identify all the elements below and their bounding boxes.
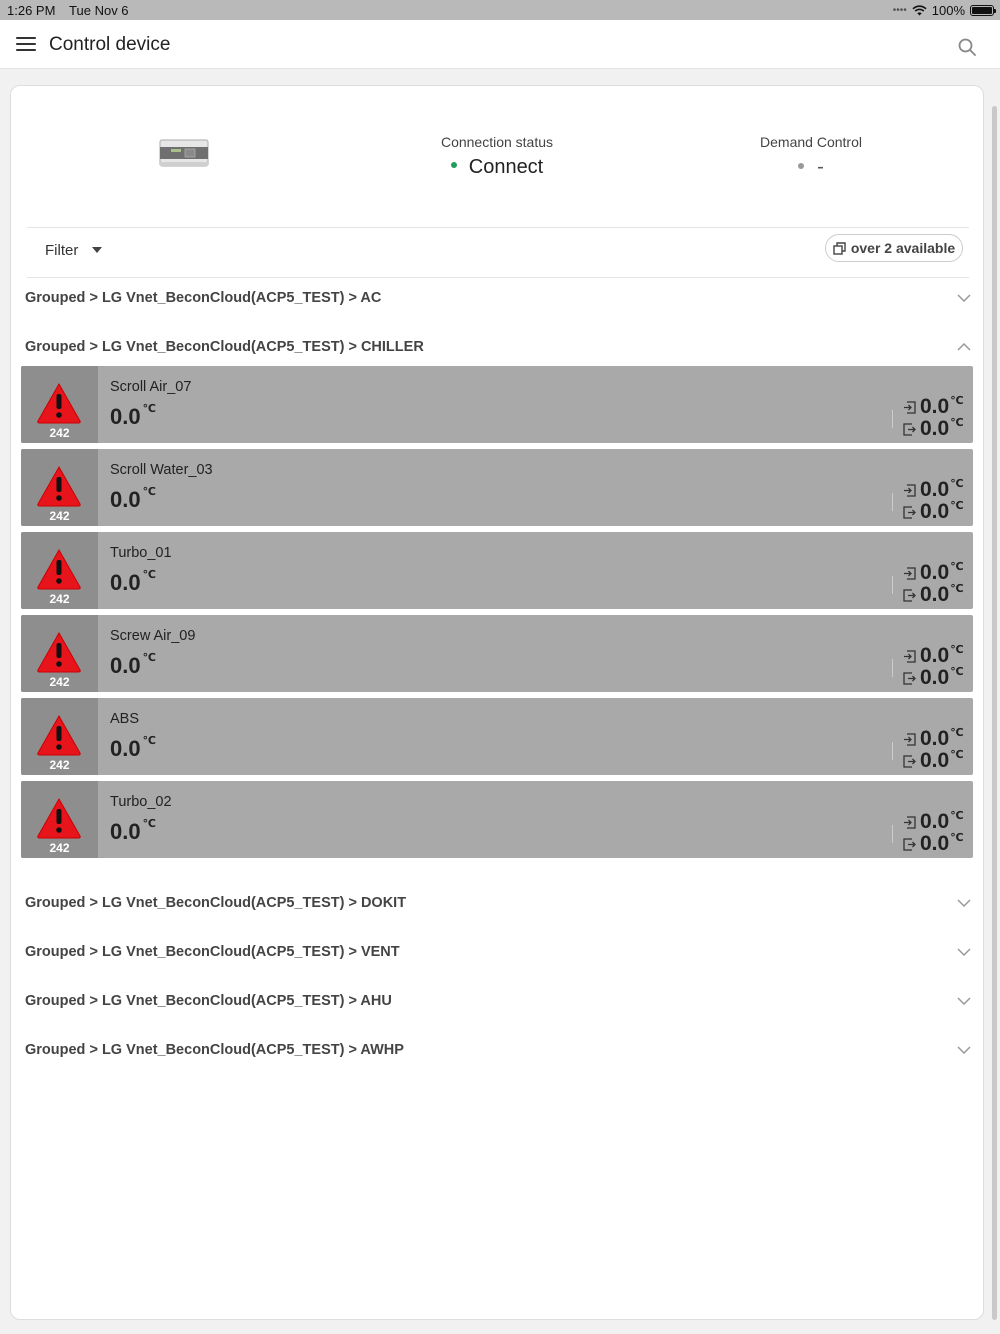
temperature-unit: ℃	[950, 643, 964, 656]
group-row-chiller[interactable]	[25, 332, 971, 362]
demand-status-dot	[798, 163, 804, 169]
device-temperature	[110, 736, 156, 762]
error-code: 242	[49, 592, 70, 606]
page-title: Control device	[49, 34, 171, 55]
device-row[interactable]	[21, 449, 973, 526]
chevron-down-icon	[957, 948, 971, 956]
outlet-temperature	[903, 584, 971, 606]
divider	[892, 742, 893, 760]
inlet-temperature-value: 0.0	[920, 644, 950, 667]
outlet-temperature	[903, 750, 971, 772]
error-code: 242	[49, 509, 70, 523]
outlet-temperature-value: 0.0	[920, 417, 950, 440]
connect-status-dot	[451, 162, 457, 168]
warning-triangle-icon	[36, 714, 82, 756]
group-label: Grouped > LG Vnet_BeconCloud(ACP5_TEST) > DOKIT	[25, 895, 407, 911]
inlet-temperature-value: 0.0	[920, 478, 950, 501]
inlet-temperature-icon	[903, 816, 916, 829]
outlet-temperature-icon	[903, 506, 916, 519]
device-temperature	[110, 653, 156, 679]
scrollbar[interactable]	[992, 106, 997, 1320]
group-label: Grouped > LG Vnet_BeconCloud(ACP5_TEST) > AC	[25, 290, 382, 306]
outlet-temperature-value: 0.0	[920, 583, 950, 606]
outlet-temperature	[903, 501, 971, 523]
temperature-unit: ℃	[142, 485, 156, 498]
device-status-icon-box	[21, 532, 98, 609]
filter-dropdown[interactable]	[45, 238, 102, 262]
available-label: over 2 available	[850, 240, 956, 256]
temperature-unit: ℃	[950, 499, 964, 512]
temperature-unit: ℃	[950, 665, 964, 678]
error-code: 242	[49, 841, 70, 855]
demand-control-label: Demand Control	[760, 134, 862, 150]
chevron-down-icon	[957, 997, 971, 1005]
inlet-temperature-icon	[903, 567, 916, 580]
group-label: Grouped > LG Vnet_BeconCloud(ACP5_TEST) > AWHP	[25, 1042, 404, 1058]
search-icon[interactable]	[958, 38, 976, 56]
inlet-temperature-icon	[903, 401, 916, 414]
device-status-icon-box	[21, 615, 98, 692]
device-row[interactable]	[21, 366, 973, 443]
error-code: 242	[49, 426, 70, 440]
device-temperature	[110, 819, 156, 845]
divider	[892, 576, 893, 594]
divider	[892, 410, 893, 428]
warning-triangle-icon	[36, 631, 82, 673]
outlet-temperature	[903, 418, 971, 440]
demand-control-value	[731, 156, 891, 179]
connection-status-text: Connect	[468, 156, 544, 178]
device-status-icon-box	[21, 449, 98, 526]
temperature-unit: ℃	[950, 748, 964, 761]
warning-triangle-icon	[36, 797, 82, 839]
available-button[interactable]	[825, 234, 963, 262]
outlet-temperature	[903, 833, 971, 855]
temperature-value: 0.0	[110, 653, 141, 678]
temperature-unit: ℃	[950, 582, 964, 595]
group-row-ac[interactable]	[25, 283, 971, 313]
warning-triangle-icon	[36, 382, 82, 424]
temperature-unit: ℃	[142, 734, 156, 747]
temperature-unit: ℃	[950, 831, 964, 844]
inlet-temperature-value: 0.0	[920, 810, 950, 833]
group-label: Grouped > LG Vnet_BeconCloud(ACP5_TEST) > AHU	[25, 993, 392, 1009]
status-time: 1:26 PM	[7, 3, 56, 18]
inlet-temperature-value: 0.0	[920, 395, 950, 418]
inlet-temperature-value: 0.0	[920, 561, 950, 584]
battery-percent: 100%	[931, 3, 965, 18]
inlet-temperature-value: 0.0	[920, 727, 950, 750]
temperature-value: 0.0	[110, 736, 141, 761]
device-status-icon-box	[21, 781, 98, 858]
group-row-ahu[interactable]	[25, 986, 971, 1016]
wifi-icon	[912, 5, 927, 16]
status-date: Tue Nov 6	[69, 3, 129, 18]
divider	[27, 227, 969, 228]
device-temperature	[110, 404, 156, 430]
divider	[892, 659, 893, 677]
caret-down-icon	[92, 247, 102, 253]
chevron-down-icon	[957, 1046, 971, 1054]
outlet-temperature-icon	[903, 589, 916, 602]
temperature-value: 0.0	[110, 819, 141, 844]
device-status-icon-box	[21, 698, 98, 775]
temperature-unit: ℃	[950, 726, 964, 739]
status-bar	[0, 0, 1000, 20]
app-bar	[0, 20, 1000, 69]
temperature-unit: ℃	[142, 568, 156, 581]
error-code: 242	[49, 675, 70, 689]
warning-triangle-icon	[36, 548, 82, 590]
device-name: Turbo_02	[110, 794, 172, 810]
divider	[27, 277, 969, 278]
temperature-value: 0.0	[110, 570, 141, 595]
inlet-temperature-icon	[903, 484, 916, 497]
temperature-unit: ℃	[950, 477, 964, 490]
temperature-unit: ℃	[950, 416, 964, 429]
outlet-temperature-icon	[903, 755, 916, 768]
temperature-unit: ℃	[950, 809, 964, 822]
battery-icon	[970, 5, 994, 16]
controller-device-icon	[159, 138, 209, 168]
signal-dots-icon: ••••	[892, 5, 907, 16]
group-label: Grouped > LG Vnet_BeconCloud(ACP5_TEST) > VENT	[25, 944, 400, 960]
inlet-temperature-icon	[903, 650, 916, 663]
group-row-vent[interactable]	[25, 937, 971, 967]
hamburger-menu-icon[interactable]	[16, 37, 36, 53]
device-name: Scroll Water_03	[110, 462, 213, 478]
connection-status-label: Connection status	[440, 134, 554, 150]
device-row[interactable]	[21, 532, 973, 609]
temperature-value: 0.0	[110, 487, 141, 512]
outlet-temperature-icon	[903, 672, 916, 685]
error-code: 242	[49, 758, 70, 772]
connection-status-value	[399, 156, 595, 179]
temperature-unit: ℃	[950, 394, 964, 407]
outlet-temperature-icon	[903, 423, 916, 436]
outlet-temperature-value: 0.0	[920, 500, 950, 523]
chevron-down-icon	[957, 899, 971, 907]
available-copy-icon	[833, 242, 846, 255]
device-name: Scroll Air_07	[110, 379, 192, 395]
temperature-unit: ℃	[950, 560, 964, 573]
temperature-unit: ℃	[142, 651, 156, 664]
warning-triangle-icon	[36, 465, 82, 507]
device-row[interactable]	[21, 615, 973, 692]
chevron-down-icon	[957, 294, 971, 302]
inlet-temperature-icon	[903, 733, 916, 746]
device-row[interactable]	[21, 698, 973, 775]
divider	[892, 825, 893, 843]
device-panel	[10, 85, 984, 1320]
outlet-temperature-value: 0.0	[920, 749, 950, 772]
device-temperature	[110, 570, 156, 596]
temperature-unit: ℃	[142, 817, 156, 830]
device-name: ABS	[110, 711, 140, 727]
outlet-temperature-value: 0.0	[920, 666, 950, 689]
outlet-temperature-icon	[903, 838, 916, 851]
device-row[interactable]	[21, 781, 973, 858]
group-row-awhp[interactable]	[25, 1035, 971, 1065]
chevron-up-icon	[957, 343, 971, 351]
filter-label: Filter	[45, 241, 79, 259]
divider	[892, 493, 893, 511]
device-temperature	[110, 487, 156, 513]
demand-control-text: -	[817, 156, 824, 178]
group-label: Grouped > LG Vnet_BeconCloud(ACP5_TEST) > CHILLER	[25, 339, 424, 355]
group-row-dokit[interactable]	[25, 888, 971, 918]
device-status-icon-box	[21, 366, 98, 443]
device-name: Screw Air_09	[110, 628, 196, 644]
device-name: Turbo_01	[110, 545, 172, 561]
temperature-value: 0.0	[110, 404, 141, 429]
outlet-temperature-value: 0.0	[920, 832, 950, 855]
outlet-temperature	[903, 667, 971, 689]
temperature-unit: ℃	[142, 402, 156, 415]
